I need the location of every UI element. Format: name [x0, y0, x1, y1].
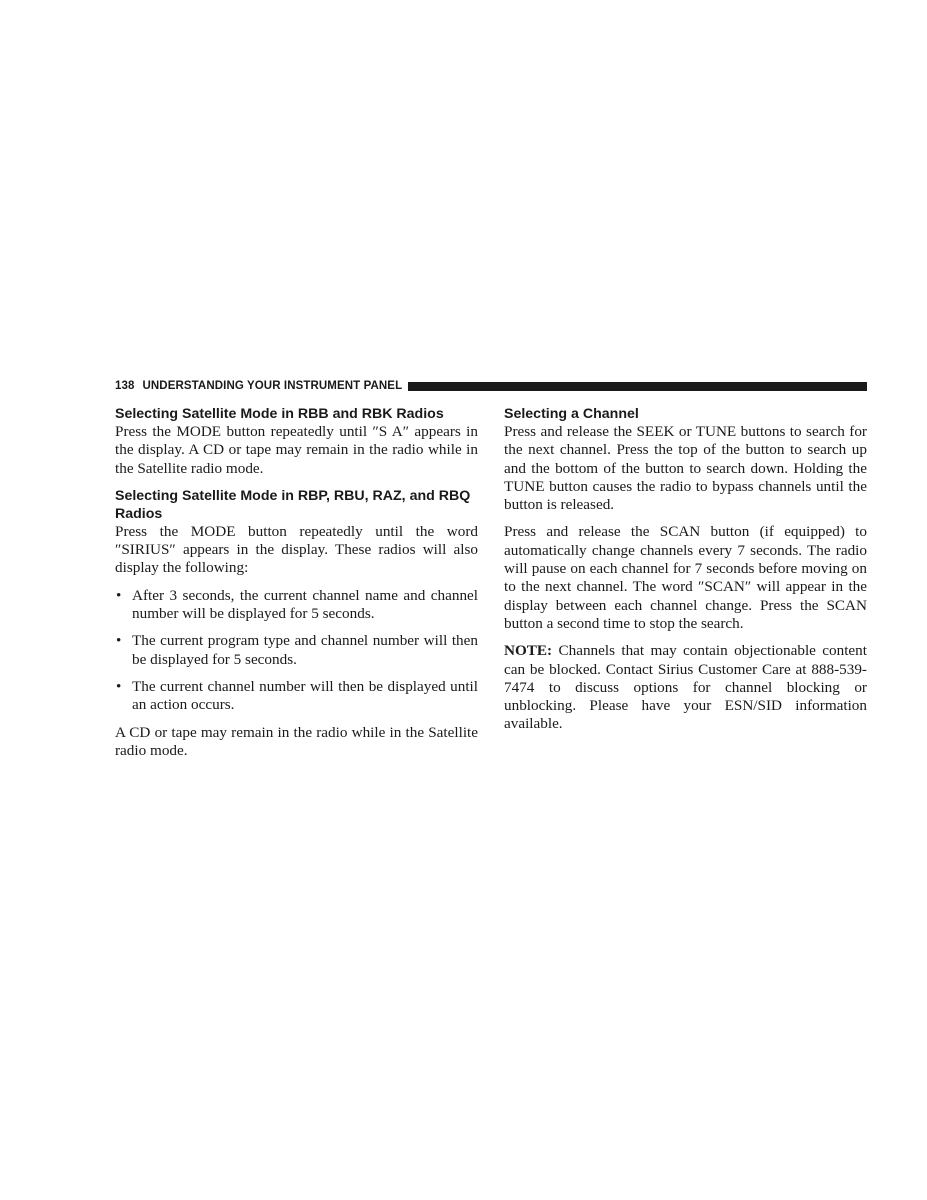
paragraph-seek-tune: Press and release the SEEK or TUNE buttons to search for the next channel. Press the top of the button to search up and the bottom of the button to search down. Holding the TUNE button causes the radio to bypass channels until the button is released.: [504, 423, 867, 514]
list-item-text: The current channel number will then be displayed until an action occurs.: [132, 677, 478, 714]
paragraph-rbb-instructions: Press the MODE button repeatedly until ″S A″ appears in the display. A CD or tape may remain in the radio while in the Satellite radio mode.: [115, 423, 478, 477]
section-title: UNDERSTANDING YOUR INSTRUMENT PANEL: [142, 380, 403, 392]
right-column: [504, 405, 867, 734]
list-item: [115, 678, 478, 715]
note-text: Channels that may contain objectionable content can be blocked. Contact Sirius Customer Care at 888-539-7474 to discuss options for channel blocking or unblocking. Please have your ESN/SID information available.: [504, 642, 867, 733]
bullet-icon: •: [116, 677, 122, 695]
bullet-icon: •: [116, 586, 122, 604]
list-item: [115, 587, 478, 624]
header-rule: [408, 382, 867, 391]
list-item-text: The current program type and channel number will then be displayed for 5 seconds.: [132, 632, 478, 668]
note-label: NOTE:: [504, 642, 553, 660]
paragraph-scan: Press and release the SCAN button (if equipped) to automatically change channels every 7 seconds. The radio will pause on each channel for 7 seconds before moving on to the next channel. The word ″SCAN″ will appear in the display between each channel change. Press the SCAN button a second time to stop the search.: [504, 523, 867, 632]
list-item-text: After 3 seconds, the current channel name and channel number will be displayed for 5 seconds.: [132, 586, 478, 623]
page-number: 138: [115, 380, 135, 392]
heading-selecting-channel: Selecting a Channel: [504, 406, 639, 422]
paragraph-cd-tape: A CD or tape may remain in the radio while in the Satellite radio mode.: [115, 723, 478, 759]
left-column: [115, 405, 478, 760]
heading-satellite-mode-rbp-rbu-raz-rbq: Selecting Satellite Mode in RBP, RBU, RAZ, and RBQ Radios: [115, 487, 471, 522]
heading-satellite-mode-rbb-rbk: Selecting Satellite Mode in RBB and RBK Radios: [115, 406, 444, 422]
list-item: [115, 632, 478, 669]
display-sequence-list: [115, 587, 478, 715]
bullet-icon: •: [116, 632, 122, 650]
page-header: [115, 379, 867, 393]
note-paragraph: [504, 642, 867, 733]
paragraph-rbp-instructions: Press the MODE button repeatedly until the word ″SIRIUS″ appears in the display. These radios will also display the following:: [115, 522, 478, 577]
